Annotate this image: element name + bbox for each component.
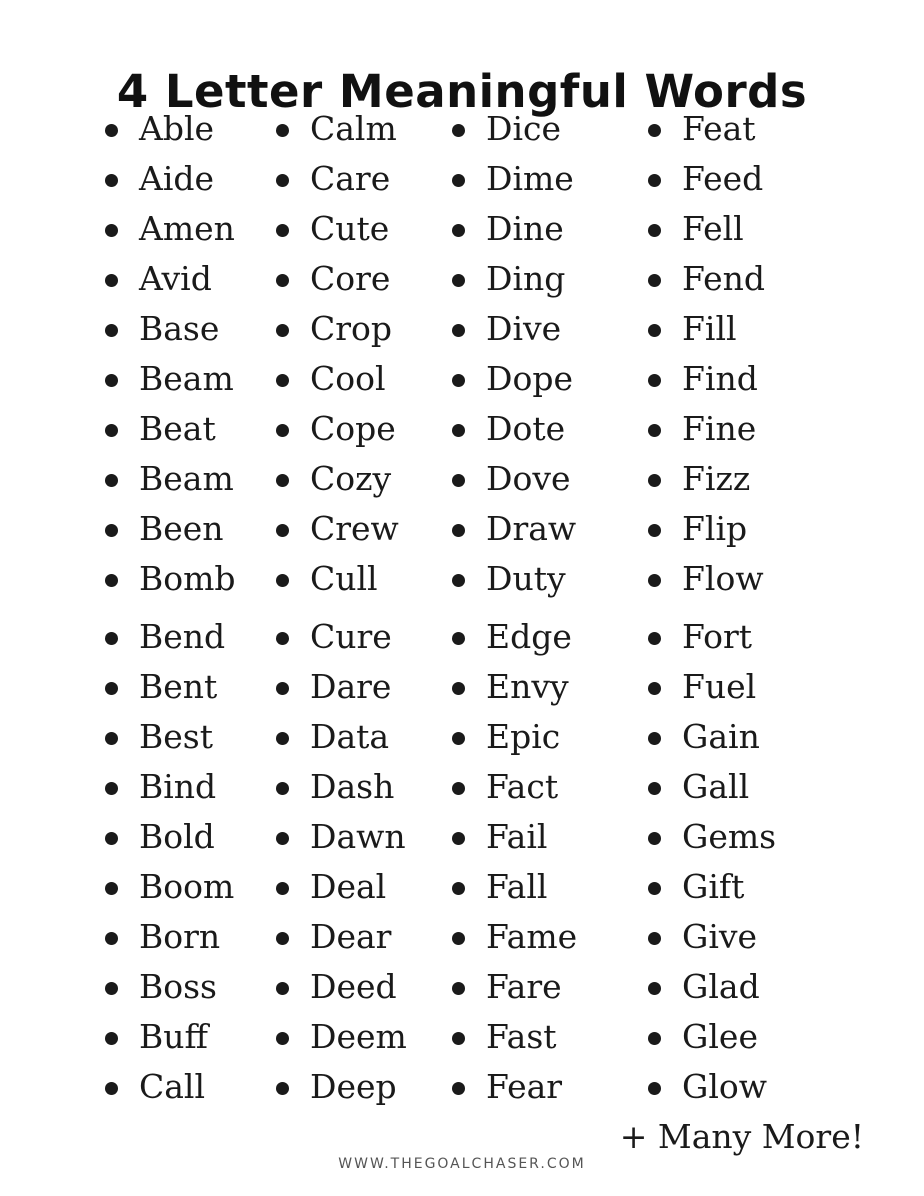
bullet-icon — [648, 324, 661, 337]
word-label: Call — [139, 1067, 206, 1106]
word-label: Fear — [486, 1067, 563, 1106]
bullet-icon — [276, 124, 289, 137]
bullet-icon — [276, 474, 289, 487]
word-label: Fill — [682, 309, 737, 348]
bullet-icon — [648, 524, 661, 537]
word-label: Fine — [682, 409, 757, 448]
word-label: Aide — [139, 159, 215, 198]
bullet-icon — [105, 474, 118, 487]
word-label: Care — [310, 159, 391, 198]
word-label: Glow — [682, 1067, 768, 1106]
bullet-icon — [105, 124, 118, 137]
word-label: Bold — [139, 817, 215, 856]
word-label: Base — [139, 309, 220, 348]
word-label: Fell — [682, 209, 744, 248]
word-label: Envy — [486, 667, 569, 706]
word-label: Bomb — [139, 559, 236, 598]
word-label: Gems — [682, 817, 777, 856]
bullet-icon — [648, 1082, 661, 1095]
word-label: Deal — [310, 867, 387, 906]
word-label: Fact — [486, 767, 559, 806]
word-label: Core — [310, 259, 391, 298]
word-label: Buff — [139, 1017, 208, 1056]
bullet-icon — [105, 574, 118, 587]
bullet-icon — [648, 682, 661, 695]
bullet-icon — [452, 574, 465, 587]
word-label: Glad — [682, 967, 760, 1006]
bullet-icon — [105, 274, 118, 287]
word-label: Dash — [310, 767, 395, 806]
bullet-icon — [276, 524, 289, 537]
word-label: Flip — [682, 509, 748, 548]
bullet-icon — [648, 882, 661, 895]
bullet-icon — [276, 1032, 289, 1045]
word-label: Beam — [139, 359, 234, 398]
bullet-icon — [648, 174, 661, 187]
word-label: Dice — [486, 109, 562, 148]
word-label: Crew — [310, 509, 399, 548]
bullet-icon — [105, 224, 118, 237]
bullet-icon — [648, 574, 661, 587]
bullet-icon — [648, 424, 661, 437]
word-label: Beam — [139, 459, 234, 498]
bullet-icon — [276, 174, 289, 187]
bullet-icon — [452, 682, 465, 695]
bullet-icon — [105, 1032, 118, 1045]
bullet-icon — [105, 324, 118, 337]
word-label: Gain — [682, 717, 760, 756]
word-label: Dine — [486, 209, 564, 248]
word-label: Fame — [486, 917, 578, 956]
bullet-icon — [105, 1082, 118, 1095]
bullet-icon — [452, 882, 465, 895]
word-label: Dote — [486, 409, 566, 448]
bullet-icon — [648, 732, 661, 745]
word-label: Cure — [310, 617, 392, 656]
bullet-icon — [452, 224, 465, 237]
bullet-icon — [648, 274, 661, 287]
word-label: Deep — [310, 1067, 397, 1106]
bullet-icon — [452, 632, 465, 645]
word-label: Cute — [310, 209, 390, 248]
bullet-icon — [105, 732, 118, 745]
page-title: 4 Letter Meaningful Words — [116, 65, 808, 119]
word-label: Cool — [310, 359, 386, 398]
bullet-icon — [452, 524, 465, 537]
bullet-icon — [276, 832, 289, 845]
bullet-icon — [452, 424, 465, 437]
word-label: Boom — [139, 867, 235, 906]
word-label: Cope — [310, 409, 396, 448]
bullet-icon — [105, 374, 118, 387]
word-label: Data — [310, 717, 390, 756]
bullet-icon — [276, 574, 289, 587]
bullet-icon — [276, 374, 289, 387]
bullet-icon — [648, 474, 661, 487]
bullet-icon — [648, 832, 661, 845]
word-label: Duty — [486, 559, 566, 598]
bullet-icon — [276, 982, 289, 995]
word-label: Amen — [139, 209, 235, 248]
bullet-icon — [648, 1032, 661, 1045]
bullet-icon — [648, 782, 661, 795]
bullet-icon — [452, 474, 465, 487]
bullet-icon — [105, 932, 118, 945]
word-label: Avid — [139, 259, 212, 298]
word-label: Epic — [486, 717, 561, 756]
word-label: Been — [139, 509, 224, 548]
word-label: Dear — [310, 917, 392, 956]
word-label: Dare — [310, 667, 392, 706]
word-label: Able — [139, 109, 215, 148]
bullet-icon — [648, 374, 661, 387]
bullet-icon — [648, 124, 661, 137]
word-label: Deem — [310, 1017, 407, 1056]
word-label: Edge — [486, 617, 572, 656]
word-label: Best — [139, 717, 213, 756]
bullet-icon — [105, 982, 118, 995]
word-label: Draw — [486, 509, 577, 548]
word-label: Fort — [682, 617, 752, 656]
bullet-icon — [276, 274, 289, 287]
bullet-icon — [452, 982, 465, 995]
word-label: Fast — [486, 1017, 557, 1056]
bullet-icon — [452, 124, 465, 137]
word-label: Cull — [310, 559, 378, 598]
word-label: Feat — [682, 109, 756, 148]
word-label: Calm — [310, 109, 397, 148]
word-label: Dime — [486, 159, 574, 198]
bullet-icon — [105, 424, 118, 437]
bullet-icon — [105, 632, 118, 645]
bullet-icon — [452, 374, 465, 387]
word-label: Dive — [486, 309, 562, 348]
word-label: Glee — [682, 1017, 758, 1056]
word-label: Dope — [486, 359, 573, 398]
bullet-icon — [105, 882, 118, 895]
word-label: Fare — [486, 967, 562, 1006]
word-label: Flow — [682, 559, 764, 598]
word-label: Ding — [486, 259, 566, 298]
word-label: Gift — [682, 867, 745, 906]
website-footer: WWW.THEGOALCHASER.COM — [338, 1156, 586, 1172]
bullet-icon — [105, 832, 118, 845]
word-label: Fall — [486, 867, 548, 906]
bullet-icon — [276, 224, 289, 237]
bullet-icon — [648, 932, 661, 945]
bullet-icon — [105, 682, 118, 695]
bullet-icon — [452, 1032, 465, 1045]
bullet-icon — [105, 174, 118, 187]
word-label: Feed — [682, 159, 764, 198]
bullet-icon — [452, 174, 465, 187]
word-label: Beat — [139, 409, 216, 448]
bullet-icon — [452, 782, 465, 795]
bullet-icon — [276, 732, 289, 745]
word-label: Bent — [139, 667, 218, 706]
word-label: Find — [682, 359, 758, 398]
bullet-icon — [276, 632, 289, 645]
bullet-icon — [452, 732, 465, 745]
word-label: Fuel — [682, 667, 757, 706]
bullet-icon — [276, 932, 289, 945]
word-label: Fizz — [682, 459, 751, 498]
word-label: Give — [682, 917, 758, 956]
word-label: Dawn — [310, 817, 406, 856]
bullet-icon — [648, 982, 661, 995]
bullet-icon — [648, 632, 661, 645]
word-label: Boss — [139, 967, 217, 1006]
word-label: Gall — [682, 767, 750, 806]
bullet-icon — [452, 324, 465, 337]
word-label: Deed — [310, 967, 397, 1006]
bullet-icon — [452, 274, 465, 287]
bullet-icon — [276, 1082, 289, 1095]
word-label: Born — [139, 917, 221, 956]
bullet-icon — [452, 832, 465, 845]
bullet-icon — [105, 782, 118, 795]
bullet-icon — [276, 682, 289, 695]
bullet-icon — [276, 782, 289, 795]
bullet-icon — [276, 424, 289, 437]
more-words-note: + Many More! — [619, 1117, 864, 1156]
word-label: Bind — [139, 767, 217, 806]
word-label: Cozy — [310, 459, 392, 498]
word-label: Dove — [486, 459, 571, 498]
bullet-icon — [276, 882, 289, 895]
bullet-icon — [276, 324, 289, 337]
word-label: Fend — [682, 259, 765, 298]
bullet-icon — [105, 524, 118, 537]
word-label: Fail — [486, 817, 548, 856]
word-label: Bend — [139, 617, 226, 656]
word-label: Crop — [310, 309, 393, 348]
bullet-icon — [452, 1082, 465, 1095]
bullet-icon — [648, 224, 661, 237]
bullet-icon — [452, 932, 465, 945]
